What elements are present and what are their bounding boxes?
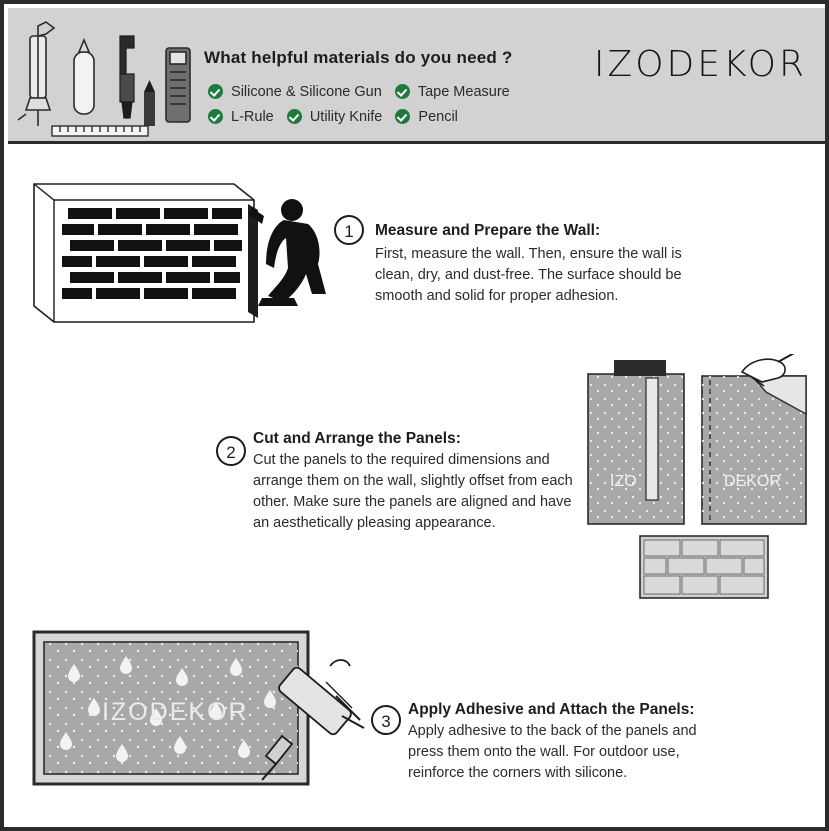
material-label: Silicone & Silicone Gun [231,84,382,101]
panel-left-label: IZO [610,473,637,490]
tools-illustration [16,14,196,140]
step-3-number: 3 [371,705,401,735]
check-icon [287,109,302,124]
material-item [395,84,510,100]
check-icon [395,109,410,124]
step-1-title: Measure and Prepare the Wall: [375,222,601,239]
material-label: Tape Measure [417,84,510,101]
check-icon [208,109,223,124]
step-2-number: 2 [216,436,246,466]
materials-row-1 [208,84,519,100]
step-1-number: 1 [334,215,364,245]
step-3-body: Apply adhesive to the back of the panels and press them onto the wall. For outdoor use, reinforce the corners with silicone. [408,723,697,781]
material-label: Utility Knife [309,109,383,126]
material-item [208,109,274,125]
header-question: What helpful materials do you need ? [204,48,513,67]
panel-label: IZODEKOR [102,698,249,726]
wall-with-worker-illustration [26,172,336,352]
step-3-title: Apply Adhesive and Attach the Panels: [408,701,695,718]
header-banner [8,8,829,144]
material-item [287,109,383,125]
step-2-title: Cut and Arrange the Panels: [253,430,461,447]
material-item [208,84,382,100]
panels-arrangement-illustration [574,354,824,614]
check-icon [208,84,223,99]
panel-with-silicone-gun-illustration [30,624,390,804]
step-2-body: Cut the panels to the required dimensions and arrange them on the wall, slightly offset from each other. Make sure the panels are aligned and have an aesthetically pleasing appearance. [253,452,573,531]
panel-right-label: DEKOR [724,473,781,490]
step-1-body: First, measure the wall. Then, ensure the wall is clean, dry, and dust-free. The surface should be smooth and solid for proper adhesion. [375,246,682,304]
materials-row-2 [208,109,467,125]
material-label: L-Rule [231,109,274,126]
material-item [395,109,458,125]
brand-logo: IZODEKOR [593,44,807,85]
check-icon [395,84,410,99]
material-label: Pencil [418,109,458,126]
